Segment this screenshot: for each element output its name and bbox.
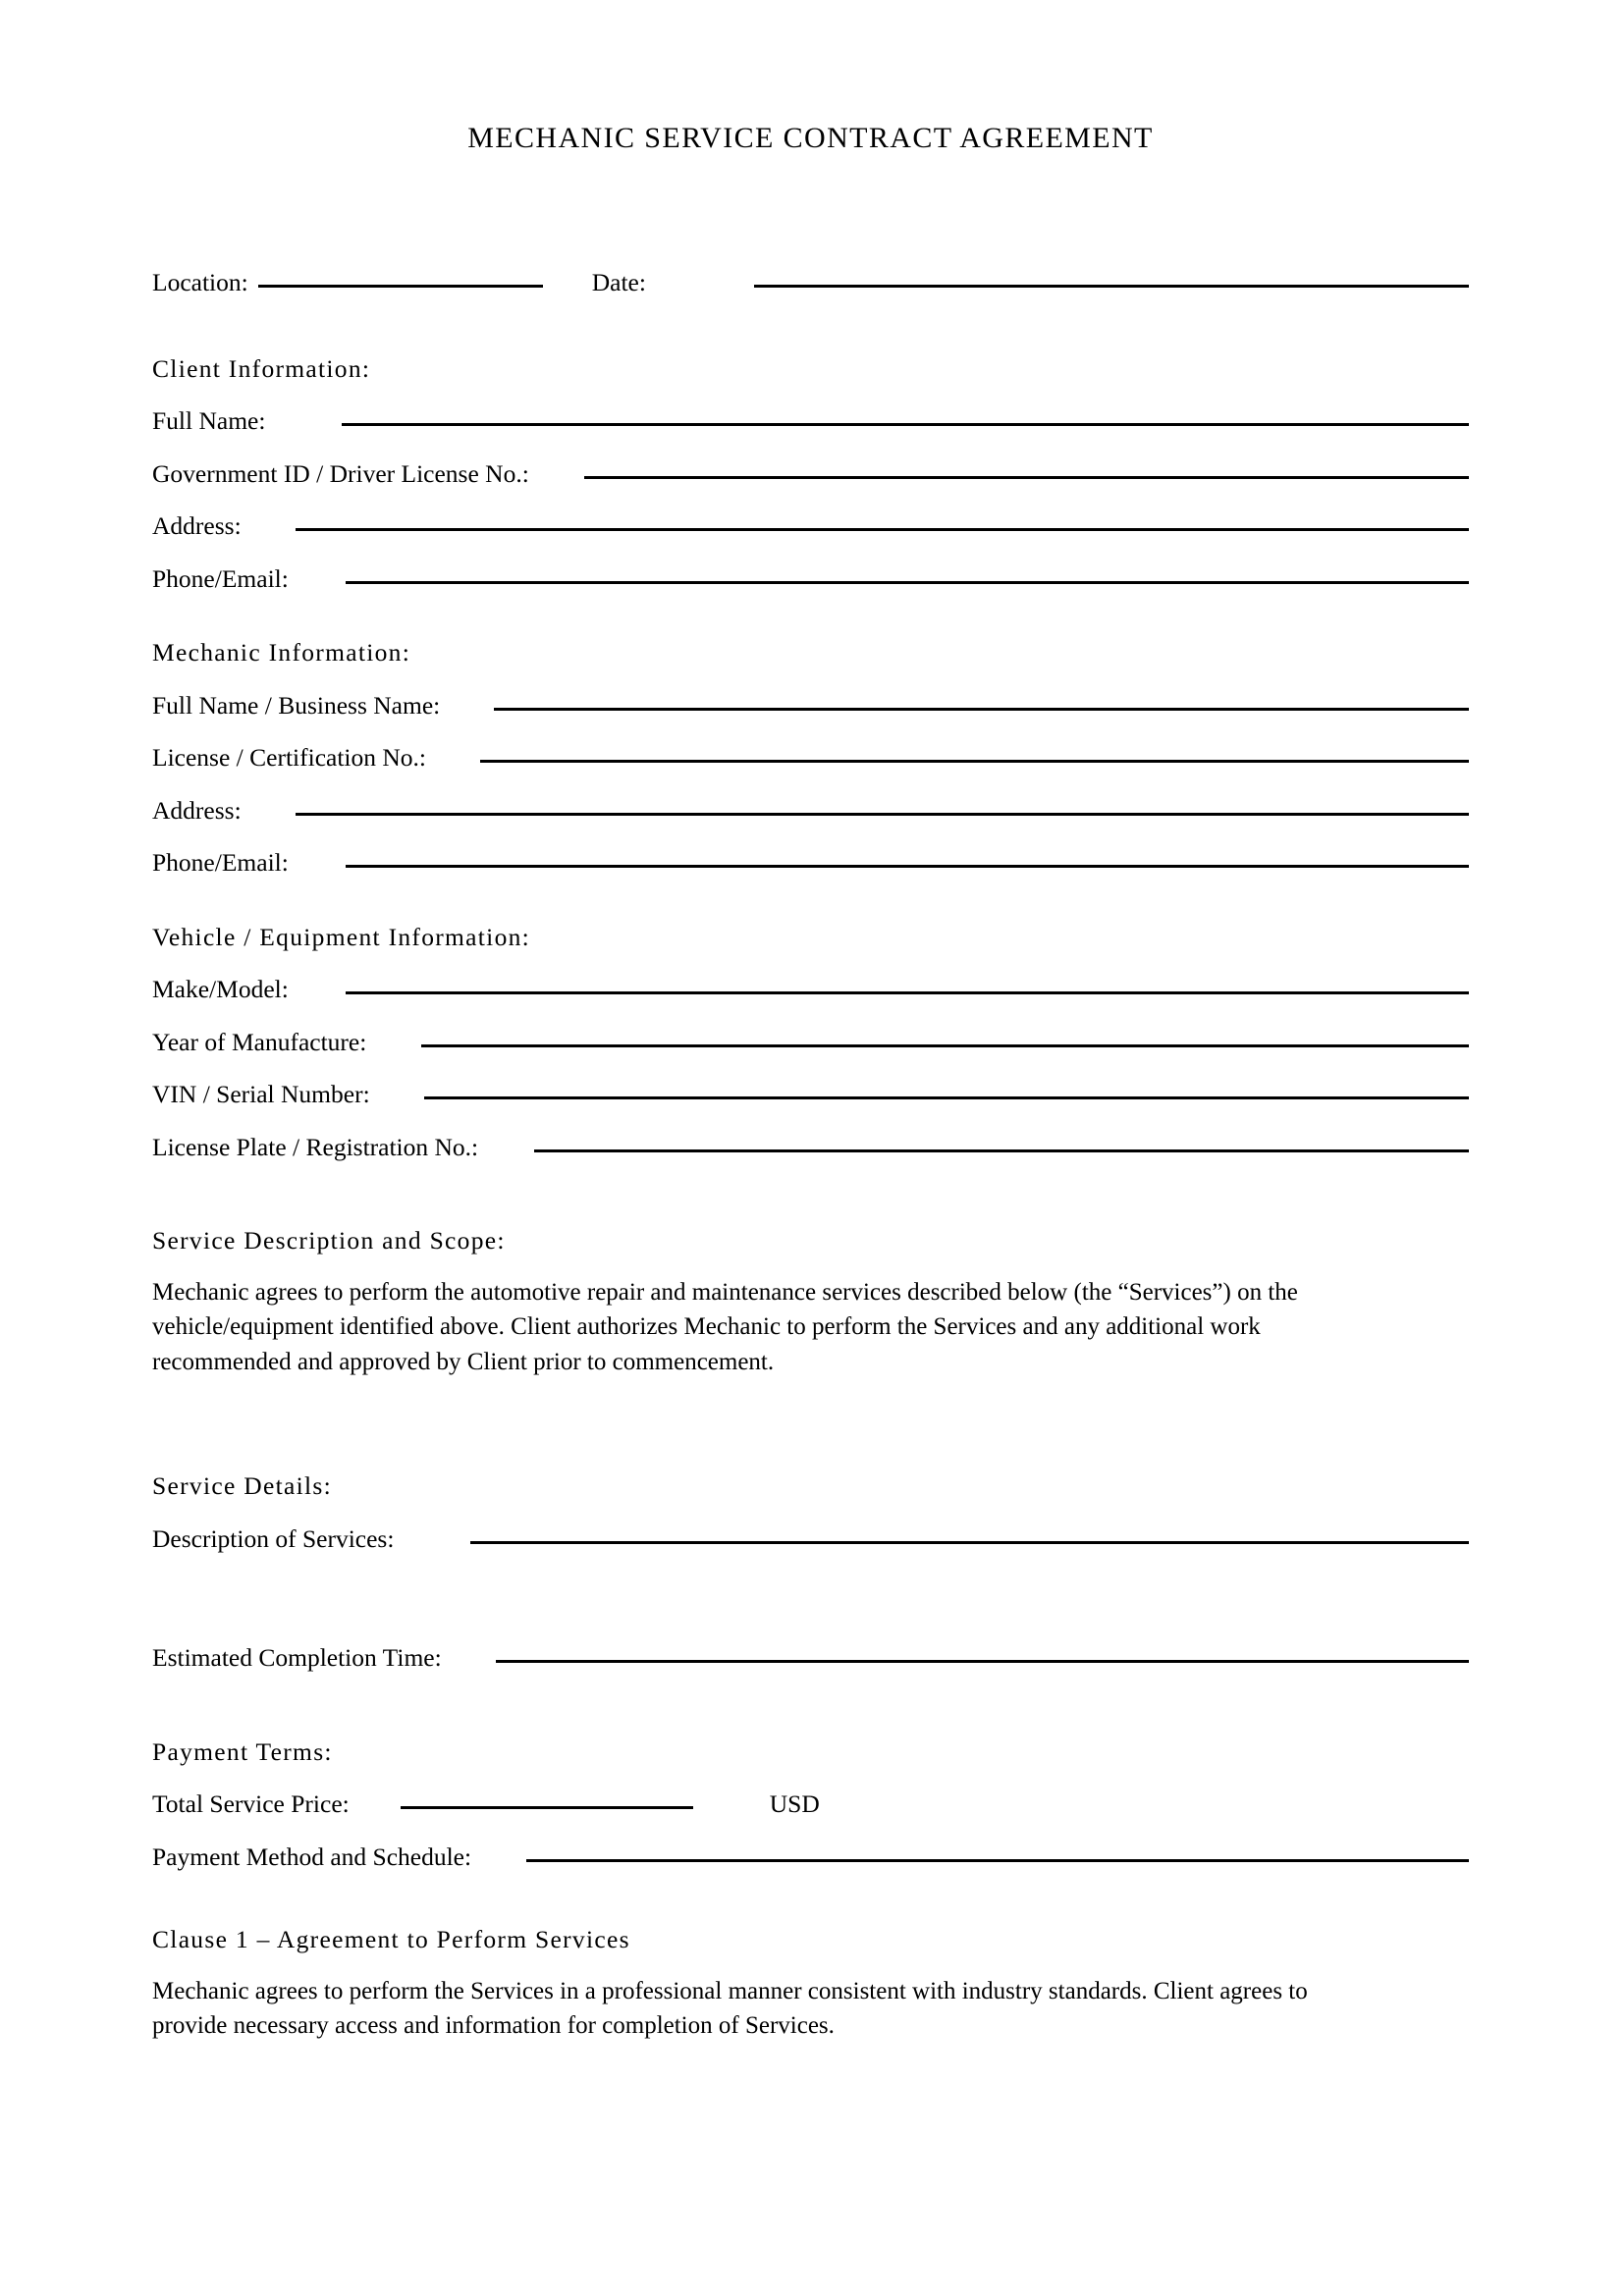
service-details-heading: Service Details: bbox=[152, 1471, 332, 1500]
vehicle-year-row bbox=[152, 1027, 1469, 1056]
vehicle-make-model-rule[interactable] bbox=[346, 991, 1469, 994]
clause-1-body: Mechanic agrees to perform the Services in a professional manner consistent with industry standards. Client agrees to provide necessary access and information for completion of Services. bbox=[152, 1977, 1308, 2039]
service-description-body: Mechanic agrees to perform the automotive repair and maintenance services described below (the “Services”) on the vehicle/equipment identified above. Client authorizes Mechanic to perform the Services and any additional work recommended and approved by Client prior to commencement. bbox=[152, 1278, 1298, 1375]
client-gov-id-rule[interactable] bbox=[584, 476, 1469, 479]
location-label: Location: bbox=[152, 268, 248, 296]
client-full-name-row bbox=[152, 408, 1469, 434]
date-label: Date: bbox=[591, 268, 646, 296]
client-gov-id-label: Government ID / Driver License No.: bbox=[152, 458, 529, 488]
client-full-name-label: Full Name: bbox=[152, 406, 266, 435]
location-input-rule[interactable] bbox=[258, 285, 543, 288]
client-address-row bbox=[152, 513, 1469, 539]
mechanic-address-row bbox=[152, 795, 1469, 825]
mechanic-full-name-rule[interactable] bbox=[494, 708, 1469, 711]
mechanic-full-name-row bbox=[152, 690, 1469, 720]
mechanic-full-name-label: Full Name / Business Name: bbox=[152, 690, 441, 720]
client-full-name-rule[interactable] bbox=[342, 423, 1469, 426]
mechanic-address-rule[interactable] bbox=[296, 813, 1469, 816]
client-address-rule[interactable] bbox=[296, 528, 1469, 531]
mechanic-license-label: License / Certification No.: bbox=[152, 743, 426, 772]
service-description-heading: Service Description and Scope: bbox=[152, 1226, 506, 1255]
vehicle-make-model-label: Make/Model: bbox=[152, 975, 289, 1003]
total-service-price-rule[interactable] bbox=[401, 1806, 693, 1809]
payment-method-label: Payment Method and Schedule: bbox=[152, 1842, 472, 1871]
vehicle-plate-label: License Plate / Registration No.: bbox=[152, 1132, 479, 1161]
currency-label: USD bbox=[769, 1789, 820, 1818]
vehicle-information-heading: Vehicle / Equipment Information: bbox=[152, 922, 531, 951]
description-of-services-row bbox=[152, 1523, 1469, 1553]
client-address-label: Address: bbox=[152, 511, 242, 540]
client-phone-email-rule[interactable] bbox=[346, 581, 1469, 584]
mechanic-license-rule[interactable] bbox=[480, 760, 1469, 763]
vehicle-vin-label: VIN / Serial Number: bbox=[152, 1080, 370, 1108]
payment-method-row bbox=[152, 1844, 1469, 1870]
mechanic-phone-email-row bbox=[152, 850, 1469, 876]
clause-1-heading: Clause 1 – Agreement to Perform Services bbox=[152, 1925, 630, 1953]
vehicle-plate-row bbox=[152, 1132, 1469, 1161]
total-service-price-label: Total Service Price: bbox=[152, 1789, 350, 1818]
estimated-completion-row bbox=[152, 1645, 1469, 1671]
total-service-price-row bbox=[152, 1791, 1469, 1817]
vehicle-vin-rule[interactable] bbox=[424, 1096, 1469, 1099]
description-of-services-rule[interactable] bbox=[470, 1541, 1469, 1544]
client-phone-email-row bbox=[152, 563, 1469, 593]
vehicle-make-model-row bbox=[152, 977, 1469, 1002]
client-information-heading: Client Information: bbox=[152, 353, 371, 383]
vehicle-year-rule[interactable] bbox=[421, 1044, 1469, 1047]
description-of-services-label: Description of Services: bbox=[152, 1523, 395, 1553]
location-date-row bbox=[152, 270, 1469, 295]
vehicle-vin-row bbox=[152, 1082, 1469, 1107]
date-input-rule[interactable] bbox=[754, 285, 1469, 288]
payment-terms-heading: Payment Terms: bbox=[152, 1736, 333, 1766]
document-content bbox=[152, 0, 1469, 2044]
mechanic-address-label: Address: bbox=[152, 795, 242, 825]
vehicle-plate-rule[interactable] bbox=[534, 1149, 1469, 1152]
estimated-completion-label: Estimated Completion Time: bbox=[152, 1643, 442, 1672]
client-gov-id-row bbox=[152, 458, 1469, 488]
page-title: MECHANIC SERVICE CONTRACT AGREEMENT bbox=[467, 122, 1154, 154]
vehicle-year-label: Year of Manufacture: bbox=[152, 1027, 367, 1056]
client-phone-email-label: Phone/Email: bbox=[152, 563, 289, 593]
mechanic-phone-email-label: Phone/Email: bbox=[152, 848, 289, 877]
mechanic-information-heading: Mechanic Information: bbox=[152, 638, 411, 667]
mechanic-phone-email-rule[interactable] bbox=[346, 865, 1469, 868]
mechanic-license-row bbox=[152, 745, 1469, 771]
payment-method-rule[interactable] bbox=[526, 1859, 1469, 1862]
estimated-completion-rule[interactable] bbox=[496, 1660, 1469, 1663]
